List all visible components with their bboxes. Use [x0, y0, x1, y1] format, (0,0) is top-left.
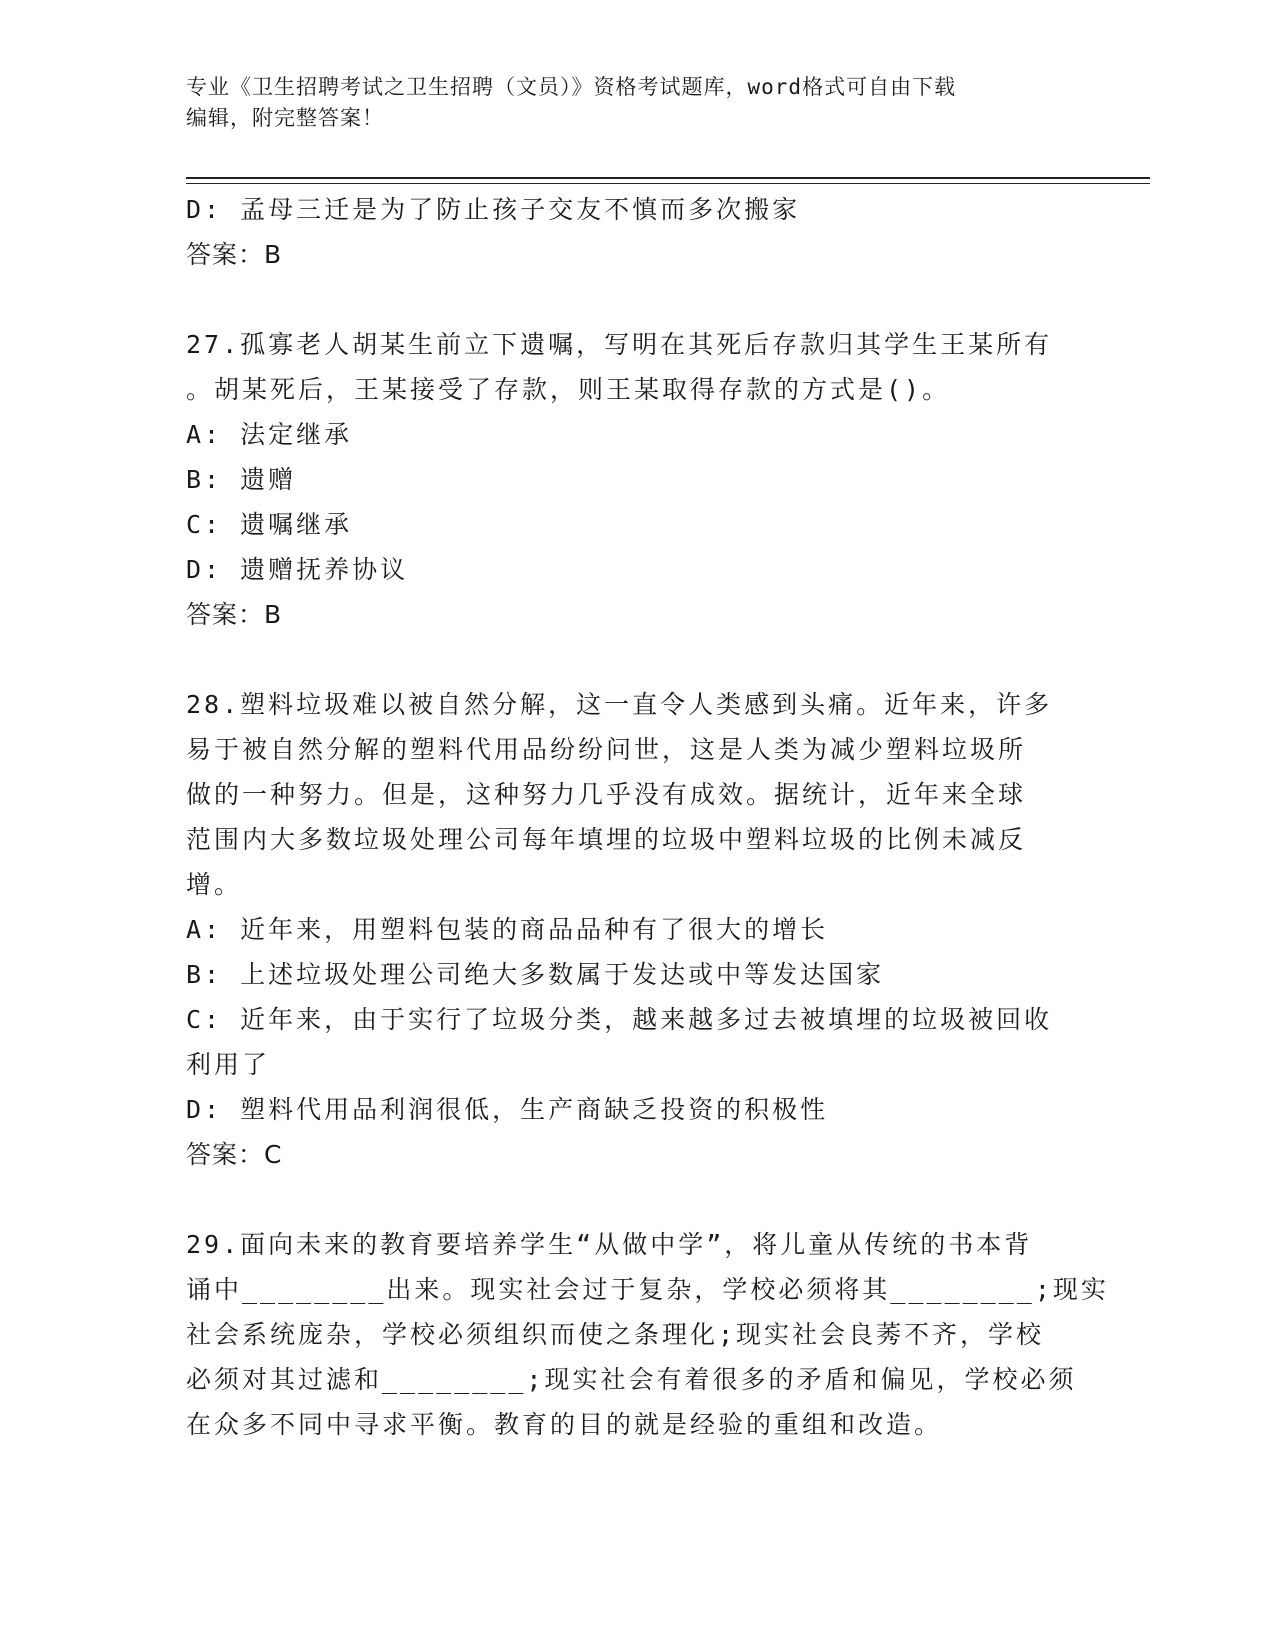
- question-stem-line: 社会系统庞杂，学校必须组织而使之条理化;现实社会良莠不齐，学校: [186, 1320, 1045, 1349]
- header-line-2: 编辑，附完整答案！: [186, 106, 384, 130]
- spacer: [186, 1177, 1086, 1222]
- option-d: D: 遗赠抚养协议: [186, 555, 409, 584]
- question-27: [186, 322, 1086, 637]
- question-stem-line: 诵中________出来。现实社会过于复杂，学校必须将其________;现实: [186, 1275, 1109, 1304]
- question-stem-line: 必须对其过滤和________;现实社会有着很多的矛盾和偏见，学校必须: [186, 1365, 1077, 1394]
- header-line-1: 专业《卫生招聘考试之卫生招聘（文员）》资格考试题库，word格式可自由下载: [186, 75, 957, 99]
- answer: 答案：B: [186, 600, 283, 629]
- option-d: D: 塑料代用品利润很低，生产商缺乏投资的积极性: [186, 1095, 829, 1124]
- header-divider: [186, 177, 1150, 179]
- answer: 答案：C: [186, 1140, 283, 1169]
- question-stem-line: 易于被自然分解的塑料代用品纷纷问世，这是人类为减少塑料垃圾所: [186, 735, 1027, 764]
- question-stem-line: 。胡某死后，王某接受了存款，则王某取得存款的方式是()。: [186, 375, 951, 404]
- question-stem-line: 增。: [186, 870, 243, 899]
- spacer: [186, 637, 1086, 682]
- option-b: B: 遗赠: [186, 465, 297, 494]
- question-stem-line: 在众多不同中寻求平衡。教育的目的就是经验的重组和改造。: [186, 1410, 943, 1439]
- question-stem-line: 27.孤寡老人胡某生前立下遗嘱，写明在其死后存款归其学生王某所有: [186, 330, 1053, 359]
- question-stem-line: 范围内大多数垃圾处理公司每年填埋的垃圾中塑料垃圾的比例未减反: [186, 825, 1027, 854]
- question-28: [186, 682, 1086, 1177]
- question-29: [186, 1222, 1109, 1447]
- option-a: A: 法定继承: [186, 420, 353, 449]
- question-stem-line: 做的一种努力。但是，这种努力几乎没有成效。据统计，近年来全球: [186, 780, 1027, 809]
- answer: 答案：B: [186, 240, 283, 269]
- option-c: C: 遗嘱继承: [186, 510, 353, 539]
- option-d: D: 孟母三迁是为了防止孩子交友不慎而多次搬家: [186, 195, 801, 224]
- question-stem-line: 28.塑料垃圾难以被自然分解，这一直令人类感到头痛。近年来，许多: [186, 690, 1053, 719]
- question-stem-line: 29.面向未来的教育要培养学生“从做中学”，将儿童从传统的书本背: [186, 1230, 1033, 1259]
- spacer: [186, 277, 1086, 322]
- page-header: [186, 72, 1066, 134]
- option-c: C: 近年来，由于实行了垃圾分类，越来越多过去被填埋的垃圾被回收: [186, 1005, 1053, 1034]
- document-body: [186, 187, 1109, 1447]
- option-a: A: 近年来，用塑料包装的商品品种有了很大的增长: [186, 915, 829, 944]
- question-26: [186, 187, 1086, 277]
- option-c-continuation: 利用了: [186, 1050, 271, 1079]
- option-b: B: 上述垃圾处理公司绝大多数属于发达或中等发达国家: [186, 960, 885, 989]
- header-divider-thin: [186, 183, 1150, 184]
